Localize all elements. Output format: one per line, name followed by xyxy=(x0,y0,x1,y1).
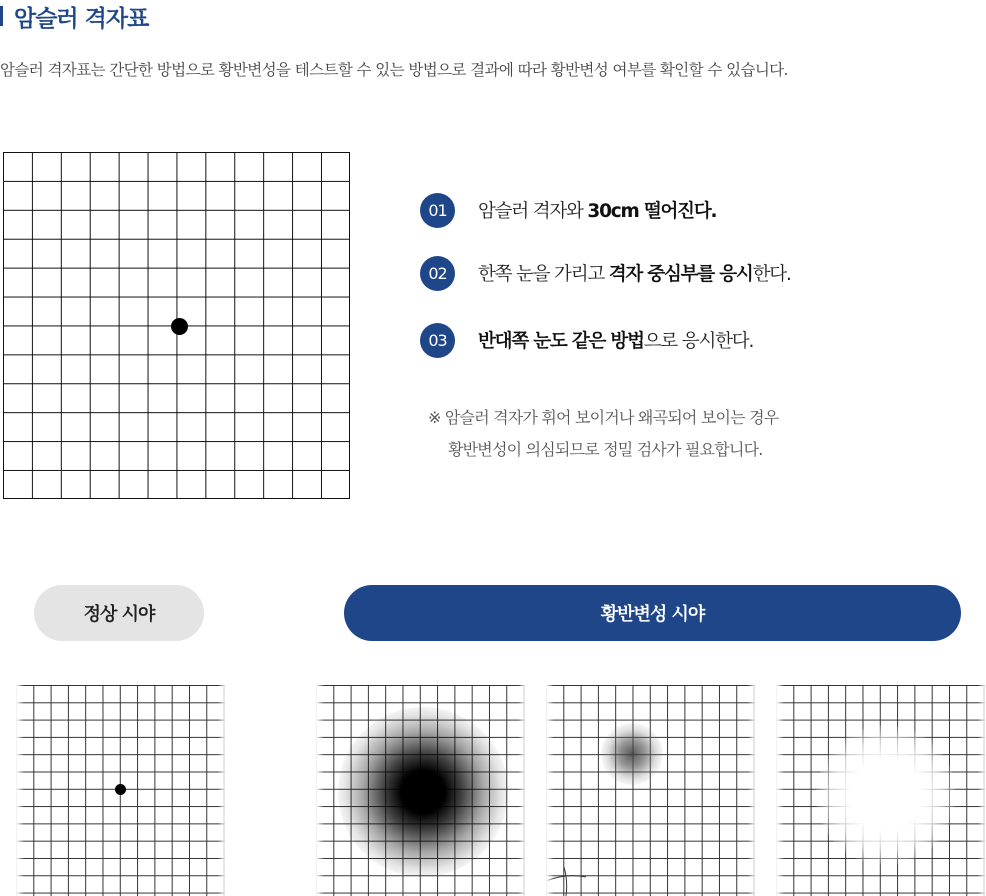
warning-note xyxy=(428,402,848,466)
step-number-badge: 01 xyxy=(420,193,455,228)
step-text xyxy=(478,260,791,286)
grid-center-dot xyxy=(171,318,188,335)
step-text xyxy=(478,197,716,223)
page-description: 암슬러 격자표는 간단한 방법으로 황반변성을 테스트할 수 있는 방법으로 결과에 따라 황반변성 여부를 확인할 수 있습니다. xyxy=(0,61,788,79)
amd-grid-gray-spot xyxy=(546,685,756,896)
step-text-bold: 격자 중심부를 응시 xyxy=(608,264,753,285)
normal-vision-grid xyxy=(16,685,226,896)
grid-center-dot xyxy=(115,784,126,795)
page-title: 암슬러 격자표 xyxy=(14,5,149,32)
step-text-plain: 한쪽 눈을 가리고 xyxy=(478,264,609,285)
title-accent-bar xyxy=(0,6,3,26)
step-number-badge: 02 xyxy=(420,256,455,291)
step-number-badge: 03 xyxy=(420,323,455,358)
dark-blur-spot xyxy=(338,707,508,877)
section-title xyxy=(0,0,148,32)
step-text-plain: 암슬러 격자와 xyxy=(478,201,588,222)
note-line-2: 황반변성이 의심되므로 정밀 검사가 필요합니다. xyxy=(448,440,763,459)
step-text-bold: 반대쪽 눈도 같은 방법 xyxy=(478,331,644,352)
amd-vision-label: 황반변성 시야 xyxy=(344,585,961,641)
note-line-1: ※ 암슬러 격자가 휘어 보이거나 왜곡되어 보이는 경우 xyxy=(428,408,779,427)
amd-grid-dark-spot xyxy=(316,685,526,896)
normal-vision-label: 정상 시야 xyxy=(34,585,204,641)
blank-blur-spot xyxy=(816,725,956,865)
gray-blur-spot xyxy=(601,723,663,785)
distortion-lines xyxy=(546,685,756,896)
step-text xyxy=(478,327,753,353)
step-2 xyxy=(420,255,791,291)
step-text-tail: 한다. xyxy=(752,264,791,285)
step-1 xyxy=(420,192,716,228)
amd-grid-blank-spot xyxy=(776,685,986,896)
step-text-tail: 으로 응시한다. xyxy=(643,331,754,352)
step-3 xyxy=(420,322,753,358)
step-text-bold: 30cm 떨어진다. xyxy=(587,201,717,222)
